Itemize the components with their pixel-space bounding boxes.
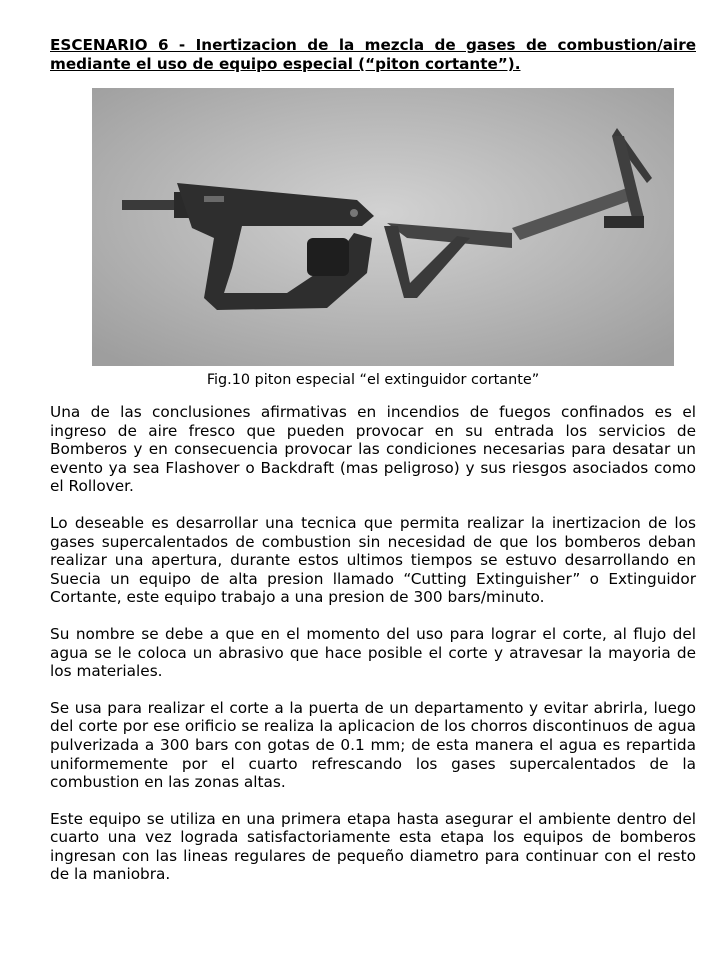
figure-caption: Fig.10 piton especial “el extinguidor cortante” (206, 372, 540, 388)
paragraph-4: Se usa para realizar el corte a la puerta de un departamento y evitar abrirla, luego del corte por ese orificio se realiza la aplicacion de los chorros discontinuos de agua pulverizada a 300 bars con gotas de 0.1 mm; de esta manera el agua es repartida uniformemente por el cuarto refrescando los gases supercalentados de la combustion en las zonas altas. (50, 698, 696, 792)
cutting-extinguisher-illustration (92, 88, 674, 366)
nozzle-tip (122, 200, 177, 210)
paragraph-3: Su nombre se debe a que en el momento del uso para lograr el corte, al flujo del agua se le coloca un abrasivo que hace posible el corte y atravesar la mayoria de los materiales. (50, 624, 696, 681)
section-heading: ESCENARIO 6 - Inertizacion de la mezcla de gases de combustion/aire mediante el uso de equipo especial (“piton cortante”). (50, 36, 696, 73)
figure-photo-cutting-extinguisher (92, 88, 674, 366)
paragraph-5: Este equipo se utiliza en una primera etapa hasta asegurar el ambiente dentro del cuarto una vez lograda satisfactoriamente esta etapa los equipos de bomberos ingresan con las lineas regulares de pequeño diametro para continuar con el resto de la maniobra. (50, 809, 696, 884)
paragraph-1: Una de las conclusiones afirmativas en incendios de fuegos confinados es el ingreso de aire fresco que pueden provocar en su entrada los servicios de Bomberos y en consecuencia provocar las condiciones necesarias para desatar un evento ya sea Flashover o Backdraft (mas peligroso) y sus riesgos asociados como el Rollover. (50, 403, 696, 496)
paragraph-2: Lo deseable es desarrollar una tecnica que permita realizar la inertizacion de los gases supercalentados de combustion sin necesidad de que los bomberos deban realizar una apertura, durante estos ultimos tiempos se estuvo desarrollando en Suecia un equipo de alta presion llamado “Cutting Extinguisher” o Extinguidor Cortante, este equipo trabajo a una presion de 300 bars/minuto. (50, 513, 696, 607)
trigger-block (307, 238, 349, 276)
document-page (50, 36, 696, 902)
